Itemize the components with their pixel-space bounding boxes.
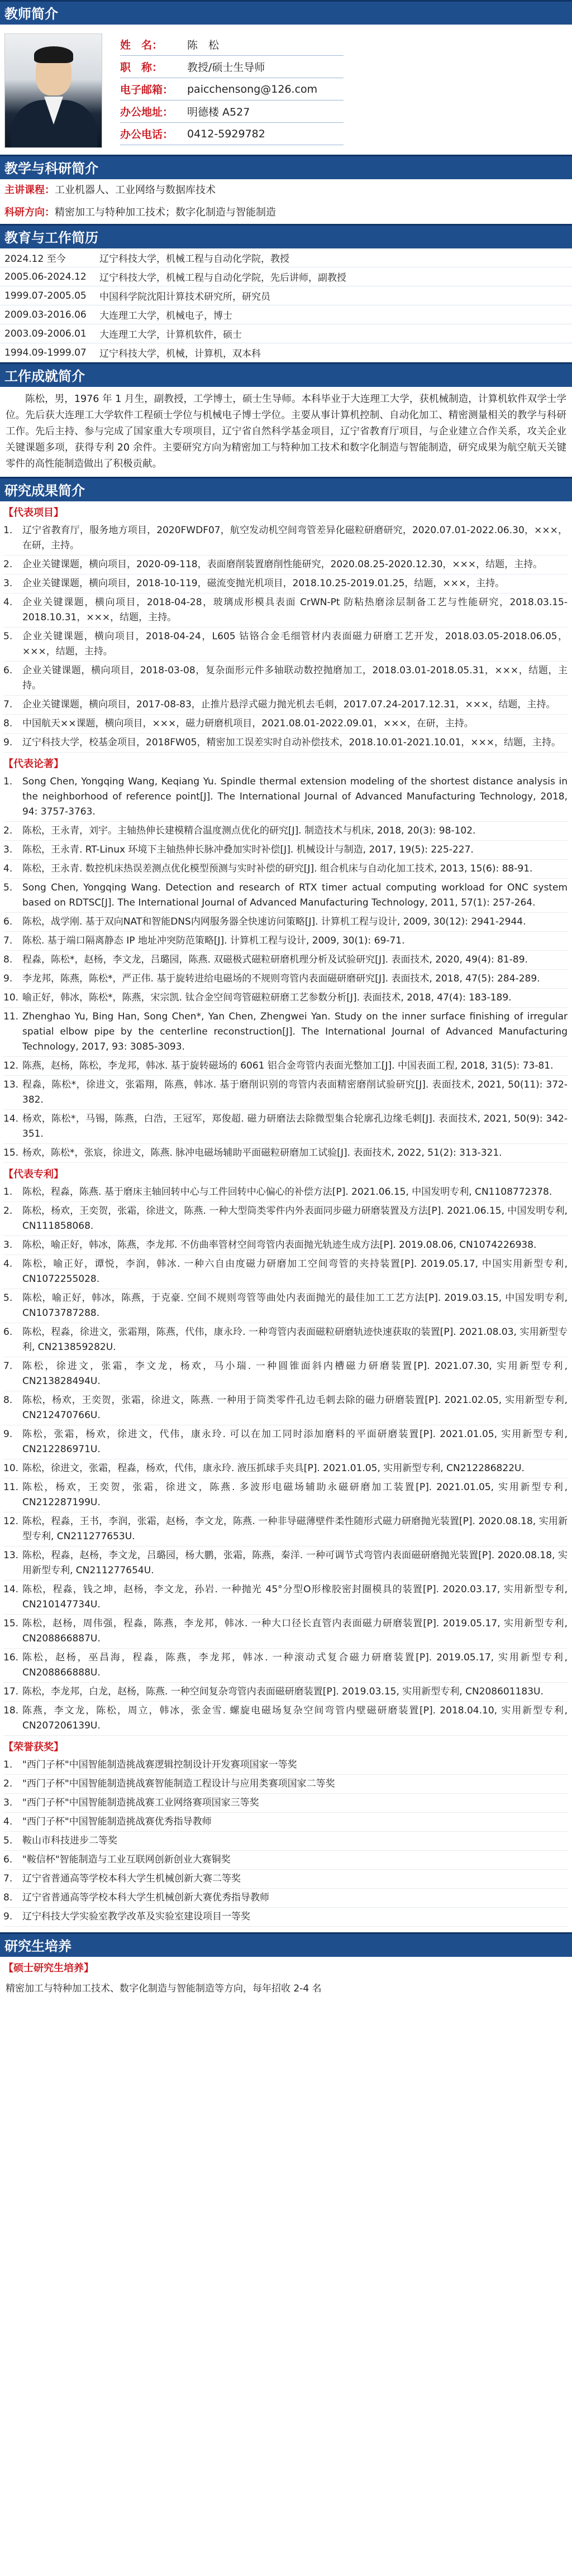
list-text: 陈松，徐进文，张霜，程淼，杨欢，代伟，康永玲. 液压抓球手夹具[P]. 2021.01.05, 实用新型专利, CN212286822U. (22, 1463, 525, 1474)
list-text: 陈松，杨欢，王奕贺，张霜，徐进文，陈燕. 一种大型筒类零件内外表面同步磁力研磨装置及方法[P]. 2021.06.15, 中国发明专利, CN111858068. (22, 1205, 568, 1232)
list-text: 企业关键课题，横向项目，2018-03-08，复杂面形元件多轴联动数控抛磨加工，2018.03.01-2018.05.31，×××，结题，主持。 (22, 665, 568, 691)
table-row: 2005.06-2024.12 辽宁科技大学，机械工程与自动化学院，先后讲师，副教授 (0, 267, 572, 286)
list-number: 10. (3, 992, 19, 1003)
list-item (3, 1183, 568, 1202)
list-number: 6. (3, 916, 13, 927)
list-item (3, 1889, 568, 1908)
list-text: 陈松. 基于端口隔离静态 IP 地址冲突防范策略[J]. 计算机工程与设计, 2009, 30(1): 69-71. (22, 935, 405, 946)
list-item (3, 879, 568, 913)
list-number: 5. (3, 1835, 13, 1846)
list-item (3, 932, 568, 951)
students-text: 精密加工与特种加工技术、数字化制造与智能制造等方向，每年招收 2-4 名 (6, 1983, 322, 1994)
list-text: 陈松，程淼，徐进文，张霜翔，陈燕，代伟，康永玲. 一种弯管内表面磁粒研磨轨迹快速获取的装置[P]. 2021.08.03, 实用新型专利, CN213859282U. (22, 1327, 568, 1353)
list-item (3, 951, 568, 970)
list-text: 陈松，程淼，钱之坤，赵杨，李文龙，孙岩. 一种抛光 45°分型O形橡胶密封圈模具的装置[P]. 2020.03.17, 实用新型专利, CN210147734U. (22, 1584, 568, 1610)
list-item (3, 1323, 568, 1357)
list-text: 企业关键课题，横向项目，2018-04-28，玻璃成形模具表面 CrWN-Pt 防粘热磨涂层制备工艺与性能研究，2018.03.15-2018.10.31，×××，结题，主持。 (22, 597, 568, 623)
list-item (3, 1702, 568, 1736)
list-text: 程淼，陈松*，徐进文，张霜翔，陈燕，韩冰. 基于磨削识别的弯管内表面精密磨削试验研究[J]. 表面技术, 2021, 50(11): 372-382. (22, 1079, 568, 1105)
list-text: 辽宁省普通高等学校本科大学生机械创新大赛优秀指导教师 (22, 1892, 269, 1903)
list-item (3, 628, 568, 662)
list-text: 李龙邦，陈燕，陈松*，严正伟. 基于旋转进给电磁场的不规则弯管内表面磁研磨研究[J]. 表面技术, 2018, 47(5): 284-289. (22, 973, 540, 984)
list-number: 17. (3, 1686, 19, 1697)
list-text: 陈松，喻正好，韩冰，陈燕，李龙邦. 不仿曲率管材空间弯管内表面抛光轨迹生成方法[P]. 2019.08.06, CN1074226938. (22, 1239, 537, 1251)
list-item (3, 1615, 568, 1649)
list-item (3, 841, 568, 860)
list-item (3, 593, 568, 628)
list-item (3, 1581, 568, 1615)
list-item (3, 1076, 568, 1110)
list-text: 陈松，张霜，杨欢，徐进文，代伟，康永玲. 可以在加工同时添加磨料的平面研磨装置[P]. 2021.01.05, 实用新型专利, CN212286971U. (22, 1429, 568, 1455)
list-number: 5. (3, 882, 13, 893)
avatar (4, 33, 102, 148)
list-item (3, 1357, 568, 1391)
list-number: 5. (3, 631, 13, 642)
list-number: 7. (3, 1361, 13, 1372)
list-text: 陈松，杨欢，王奕贺，张霜，徐进文，陈燕. 多波形电磁场辅助永磁研磨加工装置[P]. 2021.01.05, 实用新型专利, CN212287199U. (22, 1482, 568, 1508)
list-item (3, 556, 568, 574)
list-number: 7. (3, 935, 13, 946)
list-number: 6. (3, 665, 13, 676)
teaching-title: 教学与科研简介 (0, 155, 572, 179)
list-number: 5. (3, 1292, 13, 1304)
list-item (3, 773, 568, 822)
list-number: 2. (3, 825, 13, 836)
list-item (3, 1794, 568, 1813)
list-number: 6. (3, 1327, 13, 1338)
list-number: 2. (3, 1778, 13, 1789)
list-item (3, 913, 568, 932)
list-text: 辽宁省教育厅，服务地方项目，2020FWDF07，航空发动机空间弯管差异化磁粒研磨研究，2020.07.01-2022.06.30，×××，在研，主持。 (22, 525, 568, 551)
list-number: 4. (3, 597, 13, 608)
email-link[interactable]: paicchensong@126.com (187, 83, 318, 95)
list-text: "西门子杯"中国智能制造挑战赛工业网络赛项国家三等奖 (22, 1797, 259, 1808)
list-text: 企业关键课题，横向项目，2017-08-83，止推片悬浮式磁力抛光机去毛刺，2017.07.24-2017.12.31，×××，结题，主持。 (22, 699, 556, 710)
patents-heading: 【代表专利】 (3, 1169, 64, 1180)
table-row: 1994.09-1999.07 辽宁科技大学，机械，计算机，双本科 (0, 343, 572, 362)
achievements-title: 研究成果简介 (0, 477, 572, 501)
list-text: 陈松，喻正好，谭悦，李润，韩冰. 一种六自由度磁力研磨加工空间弯管的夹持装置[P]. 2019.05.17, 中国实用新型专利, CN1072255028. (22, 1258, 568, 1285)
list-text: 程淼，陈松*，赵杨，李文龙，吕璐园，陈燕. 双磁极式磁粒研磨机理分析及试验研究[J]. 表面技术, 2020, 49(4): 81-89. (22, 954, 528, 965)
info-row-phone: 办公电话： 0412-5929782 (120, 123, 344, 145)
list-number: 2. (3, 1205, 13, 1217)
list-number: 1. (3, 776, 13, 787)
list-text: 陈燕，李文龙，陈松，周立，韩冰，张金雪. 螺旋电磁场复杂空间弯管内壁磁研磨装置[P]. 2018.04.10, 实用新型专利, CN207206139U. (22, 1705, 568, 1731)
list-number: 1. (3, 1759, 13, 1770)
list-number: 15. (3, 1147, 19, 1158)
list-text: 陈松，王永青. RT-Linux 环境下主轴热伸长脉冲叠加实时补偿[J]. 机械设计与制造, 2017, 19(5): 225-227. (22, 844, 474, 855)
list-text: 陈松，李龙邦，白龙，赵杨，陈燕. 一种空间复杂弯管内表面磁研磨装置[P]. 2019.03.15, 实用新型专利, CN208601183U. (22, 1686, 544, 1697)
list-number: 4. (3, 1816, 13, 1827)
info-row-name: 姓 名： 陈 松 (120, 33, 344, 56)
list-text: 杨欢，陈松*，张宸，徐进文，陈燕. 脉冲电磁场辅助平面磁粒研磨加工试验[J]. 表面技术, 2022, 51(2): 313-321. (22, 1147, 502, 1158)
list-item (3, 1008, 568, 1057)
list-item (3, 1255, 568, 1289)
list-number: 1. (3, 1186, 13, 1198)
info-row-title: 职 称： 教授/硕士生导师 (120, 56, 344, 78)
info-row-office: 办公地址： 明德楼 A527 (120, 100, 344, 123)
list-item (3, 574, 568, 593)
list-text: 鞍山市科技进步二等奖 (22, 1835, 117, 1846)
research-direction: 科研方向：精密加工与特种加工技术；数字化制造与智能制造 (4, 207, 276, 218)
list-item (3, 822, 568, 841)
list-item (3, 1512, 568, 1546)
list-number: 1. (3, 525, 13, 536)
list-item (3, 1908, 568, 1927)
list-number: 4. (3, 1258, 13, 1270)
profile-info (120, 33, 344, 148)
list-text: 陈松，程淼，陈燕. 基于磨床主轴回转中心与工件回转中心偏心的补偿方法[P]. 2021.06.15, 中国发明专利, CN1108772378. (22, 1186, 552, 1198)
list-text: 辽宁科技大学，校基金项目，2018FW05，精密加工误差实时自动补偿技术，2018.10.01-2021.10.01，×××，结题，主持。 (22, 737, 561, 748)
students-heading: 【硕士研究生培养】 (3, 1962, 94, 1974)
list-item (3, 1236, 568, 1255)
list-number: 12. (3, 1060, 19, 1071)
list-text: 辽宁科技大学实验室教学改革及实验室建设项目一等奖 (22, 1911, 250, 1922)
list-number: 14. (3, 1113, 19, 1124)
list-number: 6. (3, 1854, 13, 1865)
papers-list (0, 773, 572, 1163)
list-item (3, 1391, 568, 1425)
list-number: 15. (3, 1618, 19, 1629)
profile-card (0, 25, 572, 155)
table-row: 1999.07-2005.05 中国科学院沈阳计算技术研究所，研究员 (0, 286, 572, 305)
list-item (3, 521, 568, 556)
list-number: 3. (3, 1797, 13, 1808)
list-number: 9. (3, 1429, 13, 1440)
list-number: 3. (3, 1239, 13, 1251)
list-item (3, 1459, 568, 1478)
header-title: 教师简介 (0, 0, 572, 25)
list-number: 10. (3, 1463, 19, 1474)
list-number: 9. (3, 737, 13, 748)
list-item (3, 860, 568, 879)
patents-list (0, 1183, 572, 1736)
list-item (3, 1649, 568, 1683)
list-number: 11. (3, 1482, 19, 1493)
info-row-email: 电子邮箱： paicchensong@126.com (120, 78, 344, 100)
list-item (3, 1546, 568, 1581)
list-text: 陈松，王永青. 数控机床热误差测点优化模型预测与实时补偿的研究[J]. 组合机床与自动化加工技术, 2013, 15(6): 88-91. (22, 863, 533, 874)
list-item (3, 970, 568, 989)
list-number: 14. (3, 1584, 19, 1595)
list-number: 18. (3, 1705, 19, 1716)
list-text: 陈松，程淼，王书，李润，张霜，赵杨，李文龙，陈燕. 一种非导磁薄壁件柔性随形式磁力研磨抛光装置[P]. 2020.08.18, 实用新型专利, CN211277653U. (22, 1516, 568, 1542)
list-text: 陈松，王永青，刘宇。主轴热伸长建模精合温度测点优化的研究[J]. 制造技术与机床, 2018, 20(3): 98-102. (22, 825, 476, 836)
list-text: 企业关键课题，横向项目，2018-04-24，L605 钴铬合金毛细管材内表面磁力研磨工艺开发，2018.03.05-2018.06.05，×××，结题，主持。 (22, 631, 568, 657)
list-number: 11. (3, 1011, 19, 1022)
list-text: "西门子杯"中国智能制造挑战赛优秀指导教师 (22, 1816, 212, 1827)
list-text: 陈松，赵杨，周伟强，程淼，陈燕，李龙邦，韩冰. 一种大口径长直管内表面磁力研磨装置[P]. 2019.05.17, 实用新型专利, CN208866887U. (22, 1618, 568, 1644)
list-item (3, 1057, 568, 1076)
work-title: 工作成就简介 (0, 362, 572, 387)
main-course: 主讲课程：工业机器人、工业网络与数据库技术 (4, 184, 216, 196)
list-text: 企业关键课题，横向项目，2018-10-119，磁流变抛光机项目，2018.10.25-2019.01.25，结题，×××，主持。 (22, 578, 505, 589)
list-number: 8. (3, 954, 13, 965)
list-number: 16. (3, 1652, 19, 1663)
list-text: 陈松，赵杨，巫昌海，程淼，陈燕，李龙邦，韩冰. 一种滚动式复合磁力研磨装置[P]. 2019.05.17, 实用新型专利, CN208866888U. (22, 1652, 568, 1678)
list-item (3, 1425, 568, 1459)
list-number: 12. (3, 1516, 19, 1527)
list-number: 8. (3, 1395, 13, 1406)
list-number: 4. (3, 863, 13, 874)
list-text: Song Chen, Yongqing Wang. Detection and research of RTX timer actual computing workload for ONC system based on RDTSC[J]. The International Journal of Advanced Manufacturing Technology, 2011, 57(1): 257-264. (22, 882, 568, 908)
list-number: 3. (3, 844, 13, 855)
awards-heading: 【荣誉获奖】 (3, 1741, 64, 1753)
list-item (3, 1683, 568, 1702)
list-number: 7. (3, 1873, 13, 1884)
list-text: 辽宁省普通高等学校本科大学生机械创新大赛二等奖 (22, 1873, 241, 1884)
list-text: "鞍信杯"智能制造与工业互联网创新创业大赛铜奖 (22, 1854, 231, 1865)
list-text: 陈松，战学刚. 基于双向NAT和智能DNS内网服务器全快速访问策略[J]. 计算机工程与设计, 2009, 30(12): 2941-2944. (22, 916, 526, 927)
list-item (3, 1832, 568, 1851)
list-item (3, 1775, 568, 1794)
list-number: 9. (3, 1911, 13, 1922)
awards-list (0, 1756, 572, 1927)
list-number: 8. (3, 1892, 13, 1903)
list-item (3, 1202, 568, 1236)
list-text: Song Chen, Yongqing Wang, Keqiang Yu. Spindle thermal extension modeling of the shortest distance analysis in the neighborhood of reference point[J]. The International Journal of Advanced Manufacturing Technology, 2018, 94: 3757-3763. (22, 776, 568, 817)
list-text: 陈松，程淼，赵杨，李文龙，吕璐园，杨大鹏，张霜，陈燕，秦洋. 一种可调节式弯管内表面磁研磨抛光装置[P]. 2020.08.18, 实用新型专利, CN211277654U. (22, 1550, 568, 1576)
list-item (3, 1289, 568, 1323)
list-text: 陈燕，赵杨，陈松，李龙邦，韩冰. 基于旋转磁场的 6061 铝合金弯管内表面光整加工[J]. 中国表面工程, 2018, 31(5): 73-81. (22, 1060, 554, 1071)
list-item (3, 989, 568, 1008)
projects-list (0, 521, 572, 753)
list-text: 企业关键课题，横向项目，2020-09-118，表面磨削装置磨削性能研究，2020.08.25-2020.12.30，×××，结题，主持。 (22, 559, 543, 570)
list-item (3, 1870, 568, 1889)
list-item (3, 1813, 568, 1832)
list-number: 2. (3, 559, 13, 570)
list-item (3, 1110, 568, 1144)
list-number: 8. (3, 718, 13, 729)
list-item (3, 1851, 568, 1870)
list-number: 7. (3, 699, 13, 710)
list-text: 陈松，杨欢，王奕贺，张霜，徐进文，陈燕. 一种用于筒类零件孔边毛刺去除的磁力研磨装置[P]. 2021.02.05, 实用新型专利, CN212470766U. (22, 1395, 568, 1421)
table-row: 2003.09-2006.01 大连理工大学，计算机软件，硕士 (0, 324, 572, 343)
projects-heading: 【代表项目】 (3, 507, 64, 519)
list-number: 3. (3, 578, 13, 589)
list-item (3, 734, 568, 753)
work-paragraph: 陈松，男，1976 年 1 月生，副教授，工学博士，硕士生导师。本科毕业于大连理工大学，获机械制造，计算机软件双学士学位。先后获大连理工大学软件工程硕士学位与机械电子博士学位。主要从事计算机控制、自动化加工、精密测量相关的教学与科研工作。先后主持、参与完成了国家重大专项项目，辽宁省自然科学基金项目，辽宁省教育厅项目，与企业建立合作关系，攻关企业关键课题多项，获得专利 20 余件。主要研究方向为精密加工与特种加工技术和数字化制造与智能制造，研究成果为航空航天关键零件的高性能制造做出了积极贡献。 (6, 394, 566, 470)
list-item (3, 696, 568, 715)
table-row: 2024.12 至今 辽宁科技大学，机械工程与自动化学院，教授 (0, 248, 572, 267)
list-text: 陈松，喻正好，韩冰，陈燕，于克豪. 空间不规则弯管等曲处内表面抛光的最佳加工工艺方法[P]. 2019.03.15, 中国发明专利, CN1073787288. (22, 1292, 568, 1319)
list-text: 杨欢，陈松*，马锡，陈燕，白浩，王冠军，郑俊超. 磁力研磨法去除微型集合轮廓孔边缘毛刺[J]. 表面技术, 2021, 50(9): 342-351. (22, 1113, 568, 1139)
list-item (3, 1756, 568, 1775)
list-text: Zhenghao Yu, Bing Han, Song Chen*, Yan Chen, Zhengwei Yan. Study on the inner surface finishing of irregular spatial elbow pipe by the centerline reconstruction[J]. The International Journal of Advanced Manufacturing Technology, 2017, 93: 3085-3093. (22, 1011, 568, 1052)
education-title: 教育与工作简历 (0, 224, 572, 248)
list-text: 中国航天××课题，横向项目，×××，磁力研磨机项目，2021.08.01-2022.09.01，×××，在研，主持。 (22, 718, 474, 729)
students-title: 研究生培养 (0, 1932, 572, 1957)
table-row: 2009.03-2016.06 大连理工大学，机械电子，博士 (0, 305, 572, 324)
list-text: "西门子杯"中国智能制造挑战赛智能制造工程设计与应用类赛项国家二等奖 (22, 1778, 335, 1789)
education-table (0, 248, 572, 362)
list-item (3, 1478, 568, 1512)
list-item (3, 715, 568, 734)
papers-heading: 【代表论著】 (3, 758, 64, 770)
list-number: 13. (3, 1550, 19, 1561)
list-number: 13. (3, 1079, 19, 1090)
list-text: 陈松，徐进文，张霜，李文龙，杨欢，马小瑞. 一种圆锥面斜内槽磁力研磨装置[P]. 2021.07.30, 实用新型专利, CN213828494U. (22, 1361, 568, 1387)
list-item (3, 662, 568, 696)
list-text: "西门子杯"中国智能制造挑战赛逻辑控制设计开发赛项国家一等奖 (22, 1759, 297, 1770)
list-item (3, 1144, 568, 1163)
list-text: 喻正好，韩冰，陈松*，陈燕，宋宗凯. 钛合金空间弯管磁粒研磨工艺参数分析[J]. 表面技术, 2018, 47(4): 183-189. (22, 992, 512, 1003)
list-number: 9. (3, 973, 13, 984)
